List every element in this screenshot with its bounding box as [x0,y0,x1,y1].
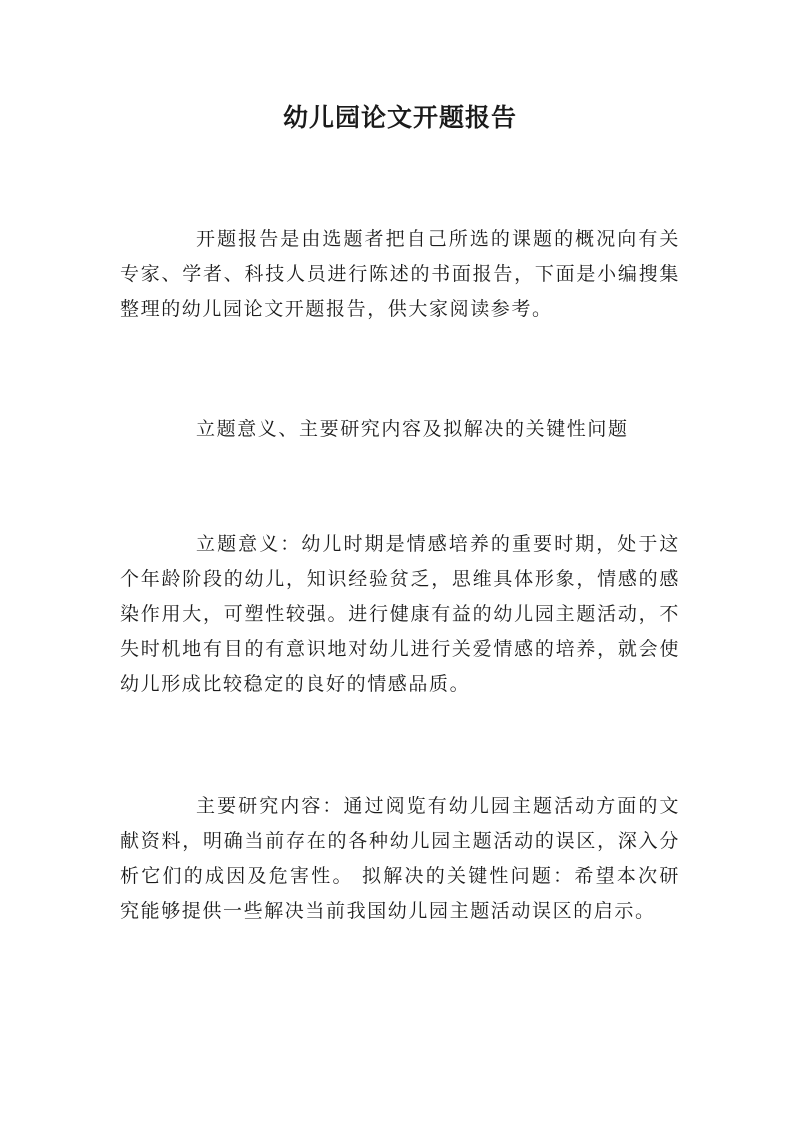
significance-paragraph: 立题意义：幼儿时期是情感培养的重要时期，处于这个年龄阶段的幼儿，知识经验贫乏，思维具体形象，情感的感染作用大，可塑性较强。进行健康有益的幼儿园主题活动，不失时机地有目的有意识地对幼儿进行关爱情感的培养，就会使幼儿形成比较稳定的良好的情感品质。 [120,533,680,695]
document-title: 幼儿园论文开题报告 [282,103,517,132]
intro-paragraph: 开题报告是由选题者把自己所选的课题的概况向有关专家、学者、科技人员进行陈述的书面报告，下面是小编搜集整理的幼儿园论文开题报告，供大家阅读参考。 [120,228,680,320]
research-content-paragraph: 主要研究内容：通过阅览有幼儿园主题活动方面的文献资料，明确当前存在的各种幼儿园主题活动的误区，深入分析它们的成因及危害性。 拟解决的关键性问题：希望本次研究能够提供一些解决当前我国幼儿园主题活动误区的启示。 [120,795,680,922]
section-heading: 立题意义、主要研究内容及拟解决的关键性问题 [196,418,629,440]
